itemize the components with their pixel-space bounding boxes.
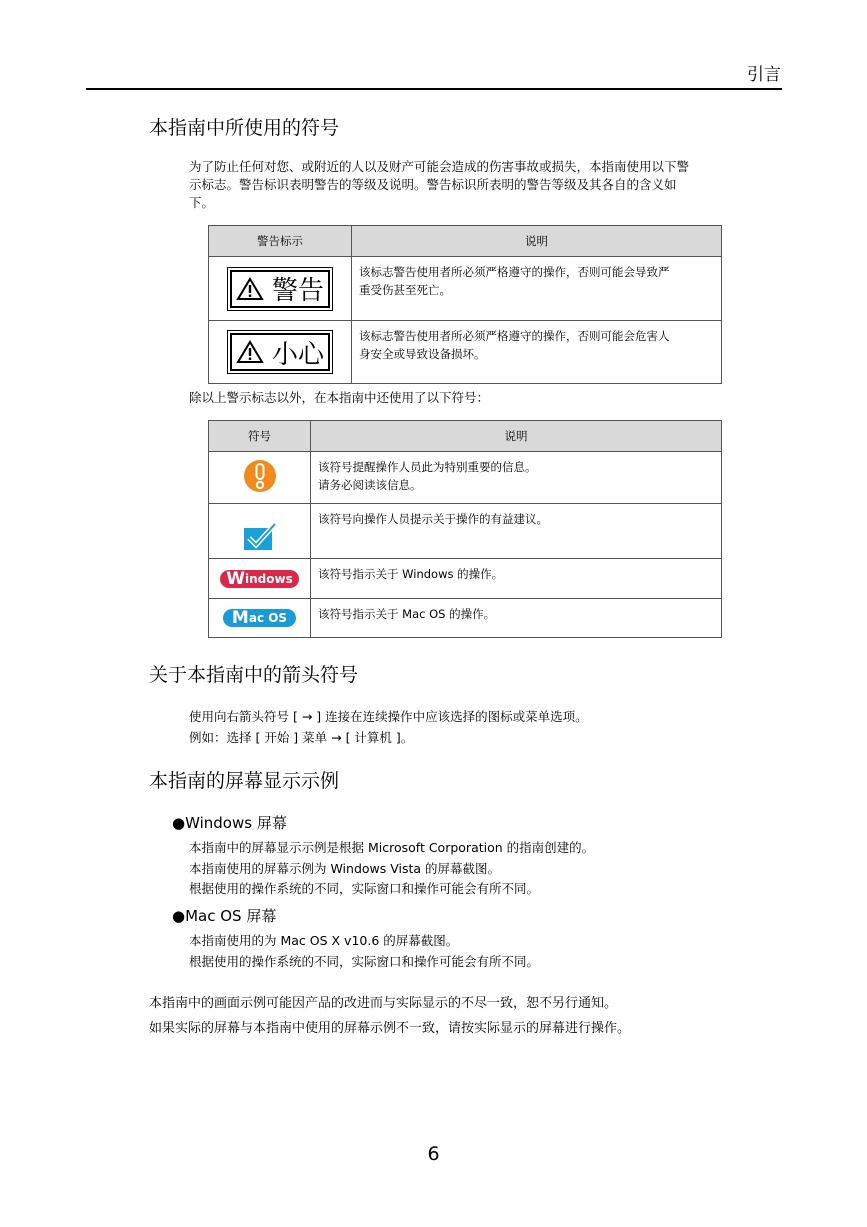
page-number: 6: [427, 1143, 440, 1165]
caution-label-text: 小心: [271, 339, 324, 370]
table-header: 说明: [352, 226, 722, 257]
table-row: [209, 257, 722, 321]
row-description: 该标志警告使用者所必须严格遵守的操作，否则可能会危害人: [359, 329, 670, 343]
row-description: 该符号指示关于 Mac OS 的操作。: [318, 607, 496, 621]
warning-label-text: 警告: [271, 276, 324, 306]
warning-triangle-icon: [236, 277, 264, 301]
row-description: 该标志警告使用者所必须严格遵守的操作，否则可能会导致严: [359, 265, 670, 279]
warning-triangle-icon: [236, 340, 264, 364]
windows-line: 本指南使用的屏幕示例为 Windows Vista 的屏幕截图。: [189, 860, 501, 876]
windows-paragraph: [189, 838, 594, 900]
intro-line: 为了防止任何对您、或附近的人以及财产可能会造成的伤害事故或损失，本指南使用以下警: [189, 159, 690, 174]
row-description: 请务必阅读该信息。: [318, 478, 422, 492]
mac-screen-heading: ●Mac OS 屏幕: [172, 907, 277, 925]
footer-notice: [149, 991, 630, 1041]
windows-icon: W indows: [220, 570, 298, 588]
caution-label: [230, 333, 330, 371]
intro-line: 下。: [189, 195, 215, 210]
symbol-table: [208, 420, 722, 638]
footer-line: 本指南中的画面示例可能因产品的改进而与实际显示的不尽一致，恕不另行通知。: [149, 996, 618, 1011]
header-rule: [86, 88, 782, 90]
footer-line: 如果实际的屏幕与本指南中使用的屏幕示例不一致，请按实际显示的屏幕进行操作。: [149, 1021, 631, 1036]
table-row: [209, 452, 722, 504]
row-description: 该符号提醒操作人员此为特别重要的信息。: [318, 460, 537, 474]
row-description: 该符号向操作人员提示关于操作的有益建议。: [318, 512, 548, 526]
windows-screen-heading: ●Windows 屏幕: [172, 814, 287, 832]
intro-paragraph: [189, 158, 779, 212]
windows-line: 根据使用的操作系统的不同，实际窗口和操作可能会有所不同。: [189, 881, 540, 896]
warning-table: [208, 225, 722, 384]
table-header: 符号: [209, 421, 311, 452]
arrow-paragraph: [189, 706, 588, 748]
section-heading-symbols: 本指南中所使用的符号: [149, 117, 340, 139]
between-text: 除以上警示标志以外，在本指南中还使用了以下符号：: [189, 390, 490, 405]
warning-label: [230, 270, 330, 308]
mac-paragraph: [189, 931, 539, 972]
check-icon: [243, 522, 277, 552]
section-heading-arrows: 关于本指南中的箭头符号: [149, 664, 359, 686]
table-row: [209, 559, 722, 599]
mac-line: 本指南使用的为 Mac OS X v10.6 的屏幕截图。: [189, 933, 459, 948]
row-description: 该符号指示关于 Windows 的操作。: [318, 567, 504, 581]
table-row: [209, 504, 722, 559]
table-row: [209, 599, 722, 638]
windows-line: 本指南中的屏幕显示示例是根据 Microsoft Corporation 的指南创建的。: [189, 840, 595, 855]
section-heading-screens: 本指南的屏幕显示示例: [149, 770, 340, 792]
row-description: 身安全或导致设备损坏。: [359, 347, 486, 361]
running-header-title: 引言: [747, 65, 781, 85]
table-row: [209, 321, 722, 384]
mac-line: 根据使用的操作系统的不同，实际窗口和操作可能会有所不同。: [189, 953, 540, 969]
intro-line: 示标志。警告标识表明警告的等级及说明。警告标识所表明的警告等级及其各自的含义如: [189, 177, 677, 192]
table-header: 说明: [311, 421, 722, 452]
arrow-line: 例如：选择 [ 开始 ] 菜单 → [ 计算机 ]。: [189, 730, 414, 745]
table-header: 警告标示: [209, 226, 352, 257]
row-description: 重受伤甚至死亡。: [359, 283, 451, 297]
arrow-line: 使用向右箭头符号 [ → ] 连接在连续操作中应该选择的图标或菜单选项。: [189, 709, 588, 724]
macos-icon: M ac OS: [223, 609, 296, 627]
important-icon: [243, 459, 277, 493]
